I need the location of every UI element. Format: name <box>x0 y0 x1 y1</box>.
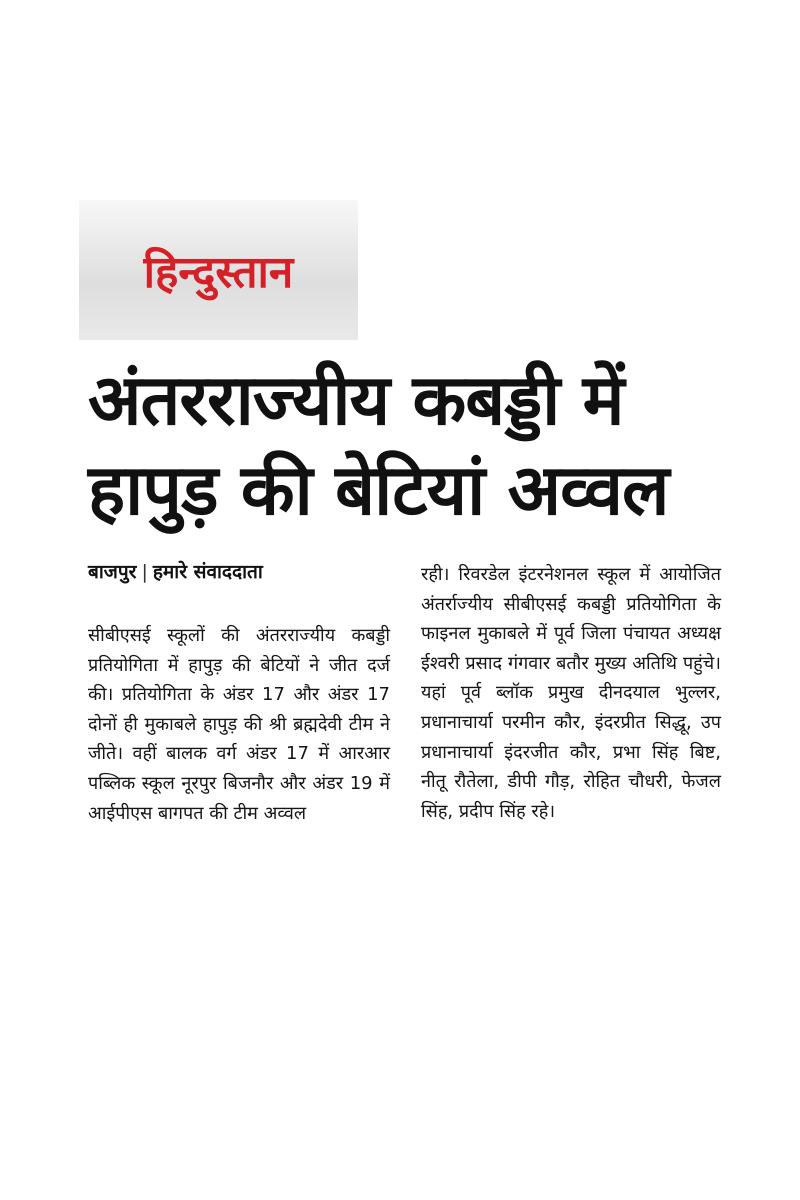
byline-reporter: हमारे संवाददाता <box>152 561 263 583</box>
byline-separator: | <box>141 561 148 583</box>
newspaper-logo: हिन्दुस्तान <box>143 247 294 298</box>
byline-place: बाजपुर <box>88 561 137 583</box>
article-column-2: रही। रिवरडेल इंटरनेशनल स्कूल में आयोजित अंतर्राज्यीय सीबीएसई कबड्डी प्रतियोगिता के फाइनल मुकाबले में पूर्व जिला पंचायत अध्यक्ष ईश्वरी प्रसाद गंगवार बतौर मुख्य अतिथि पहुंचे। यहां पूर्व ब्लॉक प्रमुख दीनदयाल भुल्लर, प्रधानाचार्या परमीन कौर, इंदरप्रीत सिद्धू, उप प्रधानाचार्या इंदरजीत कौर, प्रभा सिंह बिष्ट, नीतू रौतेला, डीपी गौड़, रोहित चौधरी, फेजल सिंह, प्रदीप सिंह रहे। <box>421 564 721 822</box>
masthead <box>79 200 358 340</box>
article-column-1: सीबीएसई स्कूलों की अंतरराज्यीय कबड्डी प्रतियोगिता में हापुड़ की बेटियों ने जीत दर्ज की। प्रतियोगिता के अंडर 17 और अंडर 17 दोनों ही मुकाबले हापुड़ की श्री ब्रह्मदेवी टीम ने जीते। वहीं बालक वर्ग अंडर 17 में आरआर पब्लिक स्कूल नूरपुर बिजनौर और अंडर 19 में आईपीएस बागपत की टीम अव्वल <box>88 625 390 824</box>
headline: अंतरराज्यीय कबड्डी में हापुड़ की बेटियां अव्वल <box>88 359 669 531</box>
byline <box>88 557 408 587</box>
